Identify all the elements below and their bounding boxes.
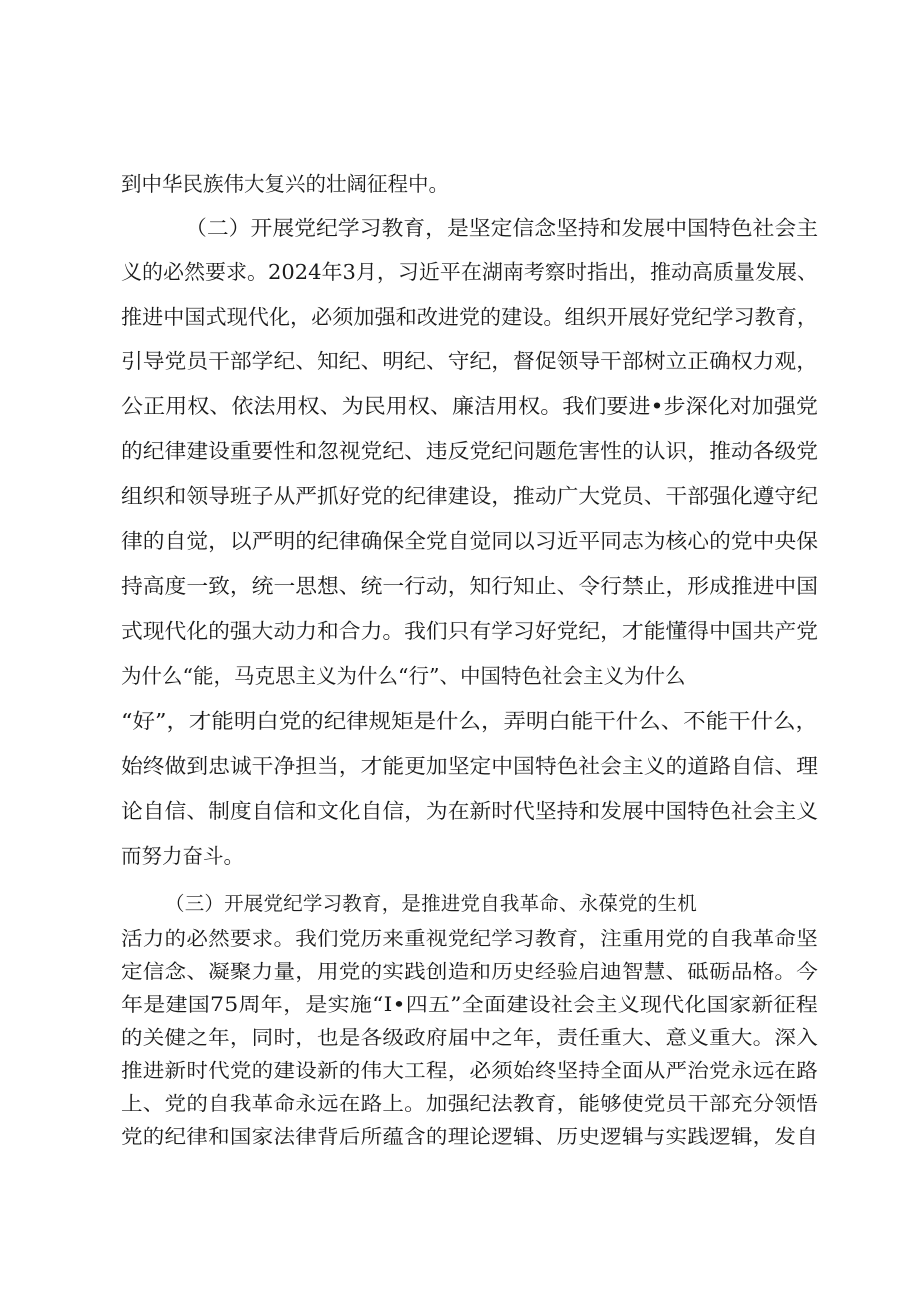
text-line: 式现代化的强大动力和合力。我们只有学习好党纪，才能懂得中国共产党: [121, 619, 818, 643]
text-line: 活力的必然要求。我们党历来重视党纪学习教育，注重用党的自我革命坚: [121, 927, 818, 950]
text-line: （二）开展党纪学习教育，是坚定信念坚持和发展中国特色社会主: [185, 216, 819, 240]
text-line: 年是建国75周年，是实施“I•四五”全面建设社会主义现代化国家新征程: [121, 993, 819, 1016]
text-line: 义的必然要求。2024年3月，习近平在湖南考察时指出，推动高质量发展、: [121, 260, 819, 284]
text-line: 为什么“能，马克思主义为什么“行”、中国特色社会主义为什么: [121, 664, 686, 688]
text-line: 推进新时代党的建设新的伟大工程，必须始终坚持全面从严治党永远在路: [121, 1059, 818, 1082]
text-line: 律的自觉，以严明的纪律确保全党自觉同以习近平同志为核心的党中央保: [121, 529, 818, 553]
text-line: “好”，才能明白党的纪律规矩是什么，弄明白能干什么、不能干什么，: [121, 709, 819, 733]
text-line: 组织和领导班子从严抓好党的纪律建设，推动广大党员、干部强化遵守纪: [121, 484, 818, 508]
text-line: 的关健之年，同时，也是各级政府届中之年，责任重大、意义重大。深入: [121, 1026, 818, 1049]
text-line: 的纪律建设重要性和忽视党纪、违反党纪问题危害性的认识，推动各级党: [121, 439, 818, 463]
text-line: 党的纪律和国家法律背后所蕴含的理论逻辑、历史逻辑与实践逻辑，发自: [121, 1125, 818, 1148]
text-line: 始终做到忠诚干净担当，才能更加坚定中国特色社会主义的道路自信、理: [121, 754, 818, 778]
text-line: 上、党的自我革命永远在路上。加强纪法教育，能够使党员干部充分领悟: [121, 1092, 818, 1115]
text-line: 推进中国式现代化，必须加强和改进党的建设。组织开展好党纪学习教育，: [121, 305, 818, 329]
text-line: 定信念、凝聚力量，用党的实践创造和历史经验启迪智慧、砥砺品格。今: [121, 960, 818, 983]
text-line: 而努力奋斗。: [121, 844, 244, 868]
text-line: （三）开展党纪学习教育，是推进党自我革命、永葆党的生机: [165, 892, 697, 915]
text-line: 持高度一致，统一思想、统一行动，知行知止、令行禁止，形成推进中国: [121, 574, 818, 598]
text-line: 论自信、制度自信和文化自信，为在新时代坚持和发展中国特色社会主义: [121, 799, 818, 823]
text-line: 到中华民族伟大复兴的壮阔征程中。: [121, 172, 449, 196]
text-line: 公正用权、依法用权、为民用权、廉洁用权。我们要进•步深化对加强党: [121, 394, 819, 418]
text-line: 引导党员干部学纪、知纪、明纪、守纪，督促领导干部树立正确权力观，: [121, 349, 818, 373]
